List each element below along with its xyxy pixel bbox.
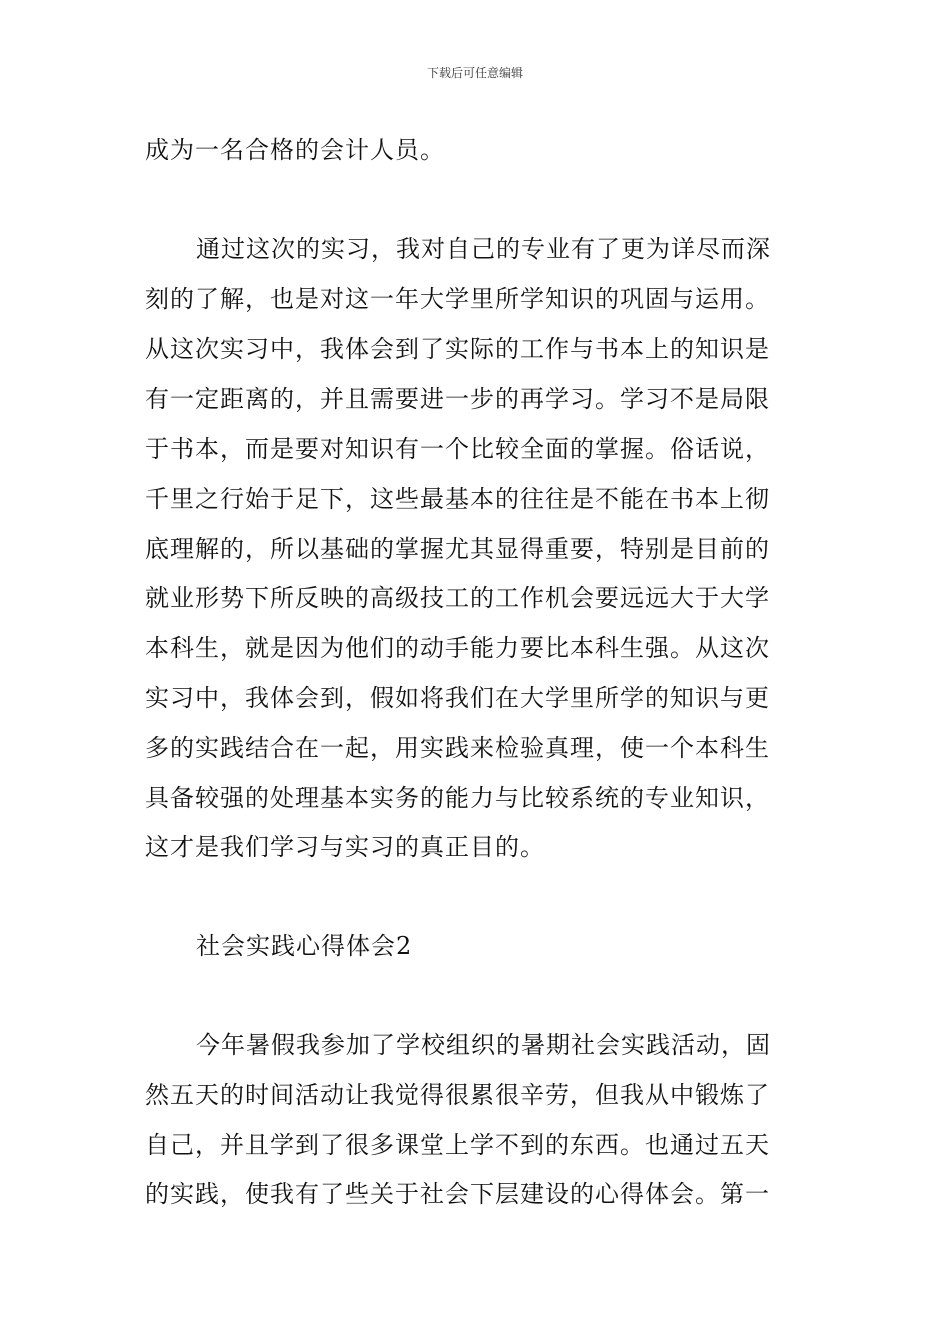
paragraph-line: 从这次实习中，我体会到了实际的工作与书本上的知识是 [145, 335, 770, 363]
paragraph-line: 自己，并且学到了很多课堂上学不到的东西。也通过五天 [145, 1131, 770, 1159]
paragraph-line: 就业形势下所反映的高级技工的工作机会要远远大于大学 [145, 584, 770, 612]
paragraph-line: 刻的了解，也是对这一年大学里所学知识的巩固与运用。 [145, 285, 770, 313]
paragraph-line: 于书本，而是要对知识有一个比较全面的掌握。俗话说， [145, 435, 770, 463]
paragraph-line: 具备较强的处理基本实务的能力与比较系统的专业知识， [145, 784, 770, 812]
paragraph-line: 这才是我们学习与实习的真正目的。 [145, 833, 545, 861]
paragraph-line: 通过这次的实习，我对自己的专业有了更为详尽而深 [196, 235, 771, 263]
paragraph-line: 的实践，使我有了些关于社会下层建设的心得体会。第一 [145, 1180, 770, 1208]
page-header: 下载后可任意编辑 [426, 66, 523, 80]
paragraph-line: 实习中，我体会到，假如将我们在大学里所学的知识与更 [145, 684, 770, 712]
paragraph-line: 底理解的，所以基础的掌握尤其显得重要，特别是目前的 [145, 535, 770, 563]
section-heading: 社会实践心得体会2 [196, 932, 413, 960]
paragraph-line: 千里之行始于足下，这些最基本的往往是不能在书本上彻 [145, 485, 770, 513]
paragraph-line: 成为一名合格的会计人员。 [145, 136, 445, 164]
paragraph-line: 多的实践结合在一起，用实践来检验真理，使一个本科生 [145, 734, 770, 762]
paragraph-line: 然五天的时间活动让我觉得很累很辛劳，但我从中锻炼了 [145, 1081, 770, 1109]
paragraph-line: 本科生，就是因为他们的动手能力要比本科生强。从这次 [145, 634, 770, 662]
paragraph-line: 今年暑假我参加了学校组织的暑期社会实践活动，固 [196, 1031, 771, 1059]
paragraph-line: 有一定距离的，并且需要进一步的再学习。学习不是局限 [145, 385, 770, 413]
